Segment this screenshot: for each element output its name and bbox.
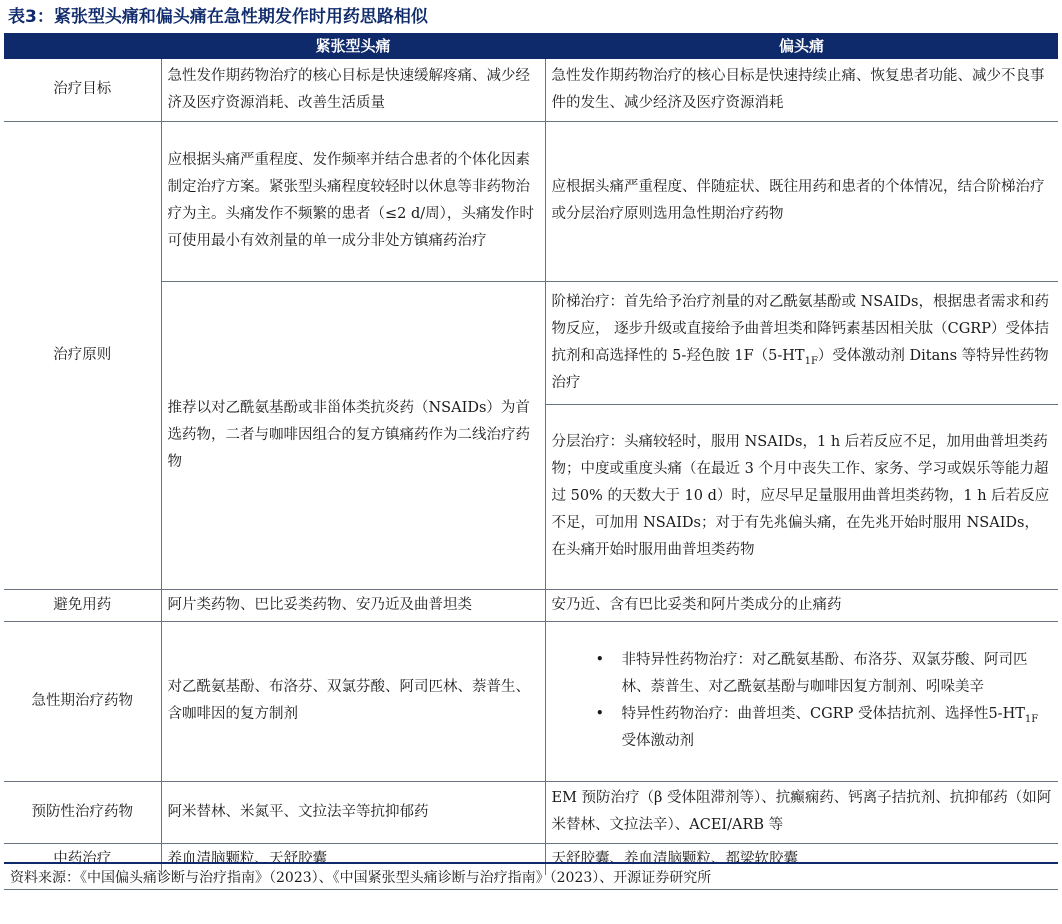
row-treatment-principle-2 <box>4 281 1058 404</box>
subscript-1f: 1F <box>1024 713 1039 725</box>
cell-tth-avoid: 阿片类药物、巴比妥类药物、安乃近及曲普坦类 <box>161 589 545 621</box>
stepped-care-text-end: ）受体激动剂 Ditans 等特异性药物治疗 <box>551 347 1049 391</box>
row-label: 预防性治疗药物 <box>4 781 161 843</box>
stepped-care-text: 阶梯治疗：首先给予治疗剂量的对乙酰氨基酚或 NSAIDs，根据患者需求和药物反应， 逐步升级或直接给予曲普坦类和降钙素基因相关肽（CGRP）受体拮抗剂和高选择性的 5-羟色胺 1F（5-HT <box>551 293 1049 364</box>
row-acute-drugs <box>4 621 1058 781</box>
bullet-icon: • <box>595 652 605 668</box>
header-category <box>4 33 161 59</box>
source-note: 资料来源：《中国偏头痛诊断与治疗指南》（2023）、《中国紧张型头痛诊断与治疗指南》（2023）、开源证券研究所 <box>4 862 1058 890</box>
row-treatment-goal <box>4 59 1058 121</box>
row-label: 避免用药 <box>4 589 161 621</box>
bullet-text-start: 特异性药物治疗：曲普坦类、CGRP 受体拮抗剂、选择性5-HT <box>621 706 1025 722</box>
cell-migraine-preventive: EM 预防治疗（β 受体阻滞剂等）、抗癫痫药、钙离子拮抗剂、抗抑郁药（如阿米替林、文拉法辛）、ACEI/ARB 等 <box>545 781 1058 843</box>
row-label: 治疗原则 <box>4 121 161 589</box>
cell-migraine-stepped-care <box>545 281 1058 404</box>
bullet-text-end: 受体激动剂 <box>621 733 694 749</box>
row-label: 急性期治疗药物 <box>4 621 161 781</box>
bullet-text <box>622 701 1053 755</box>
cell-migraine-tcm: 天舒胶囊、养血清脑颗粒、都梁软胶囊 <box>551 850 798 867</box>
bullet-icon: • <box>595 706 605 722</box>
cell-migraine-goal: 急性发作期药物治疗的核心目标是快速持续止痛、恢复患者功能、减少不良事件的发生、减少经济及医疗资源消耗 <box>545 59 1058 121</box>
bullet-item <box>552 701 1053 755</box>
row-label: 治疗目标 <box>4 59 161 121</box>
row-label: 中药治疗 <box>4 843 161 875</box>
cell-tth-preventive: 阿米替林、米氮平、文拉法辛等抗抑郁药 <box>161 781 545 843</box>
row-treatment-principle <box>4 121 1058 281</box>
cell-migraine-avoid: 安乃近、含有巴比妥类和阿片类成分的止痛药 <box>545 589 1058 621</box>
bullet-item <box>552 647 1053 701</box>
table-title: 表3：紧张型头痛和偏头痛在急性期发作时用药思路相似 <box>8 7 428 27</box>
cell-tth-acute: 对乙酰氨基酚、布洛芬、双氯芬酸、阿司匹林、萘普生、含咖啡因的复方制剂 <box>161 621 545 781</box>
cell-tth-principle-2: 推荐以对乙酰氨基酚或非甾体类抗炎药（NSAIDs）为首选药物，二者与咖啡因组合的复方镇痛药作为二线治疗药物 <box>161 281 545 589</box>
header-migraine: 偏头痛 <box>545 33 1058 59</box>
comparison-table <box>4 33 1058 875</box>
cell-migraine-stratified-care: 分层治疗：头痛较轻时，服用 NSAIDs，1 h 后若反应不足，加用曲普坦类药物；中度或重度头痛（在最近 3 个月中丧失工作、家务、学习或娱乐等能力超过 50% 的天数大于 10 d）时，应尽早足量服用曲普坦类药物，1 h 后若反应不足，可加用 NSAIDs；对于有先兆偏头痛，在先兆开始时服用 NSAIDs，在头痛开始时服用曲普坦类药物 <box>545 404 1058 589</box>
subscript-1f: 1F <box>804 355 818 367</box>
row-avoid-drugs <box>4 589 1058 621</box>
cell-tth-principle-1: 应根据头痛严重程度、发作频率并结合患者的个体化因素制定治疗方案。紧张型头痛程度较轻时以休息等非药物治疗为主。头痛发作不频繁的患者（≤2 d/周），头痛发作时可使用最小有效剂量的单一成分非处方镇痛药治疗 <box>161 121 545 281</box>
cell-migraine-principle-1: 应根据头痛严重程度、伴随症状、既往用药和患者的个体情况，结合阶梯治疗或分层治疗原则选用急性期治疗药物 <box>545 121 1058 281</box>
cell-tth-tcm: 养血清脑颗粒、天舒胶囊 <box>161 843 545 875</box>
bullet-text: 非特异性药物治疗：对乙酰氨基酚、布洛芬、双氯芬酸、阿司匹林、萘普生、对乙酰氨基酚与咖啡因复方制剂、吲哚美辛 <box>621 652 1028 695</box>
cell-migraine-acute <box>545 621 1058 781</box>
table-header-row <box>4 33 1058 59</box>
row-preventive-drugs <box>4 781 1058 843</box>
header-tension-headache: 紧张型头痛 <box>161 33 545 59</box>
cell-tth-goal: 急性发作期药物治疗的核心目标是快速缓解疼痛、减少经济及医疗资源消耗、改善生活质量 <box>161 59 545 121</box>
